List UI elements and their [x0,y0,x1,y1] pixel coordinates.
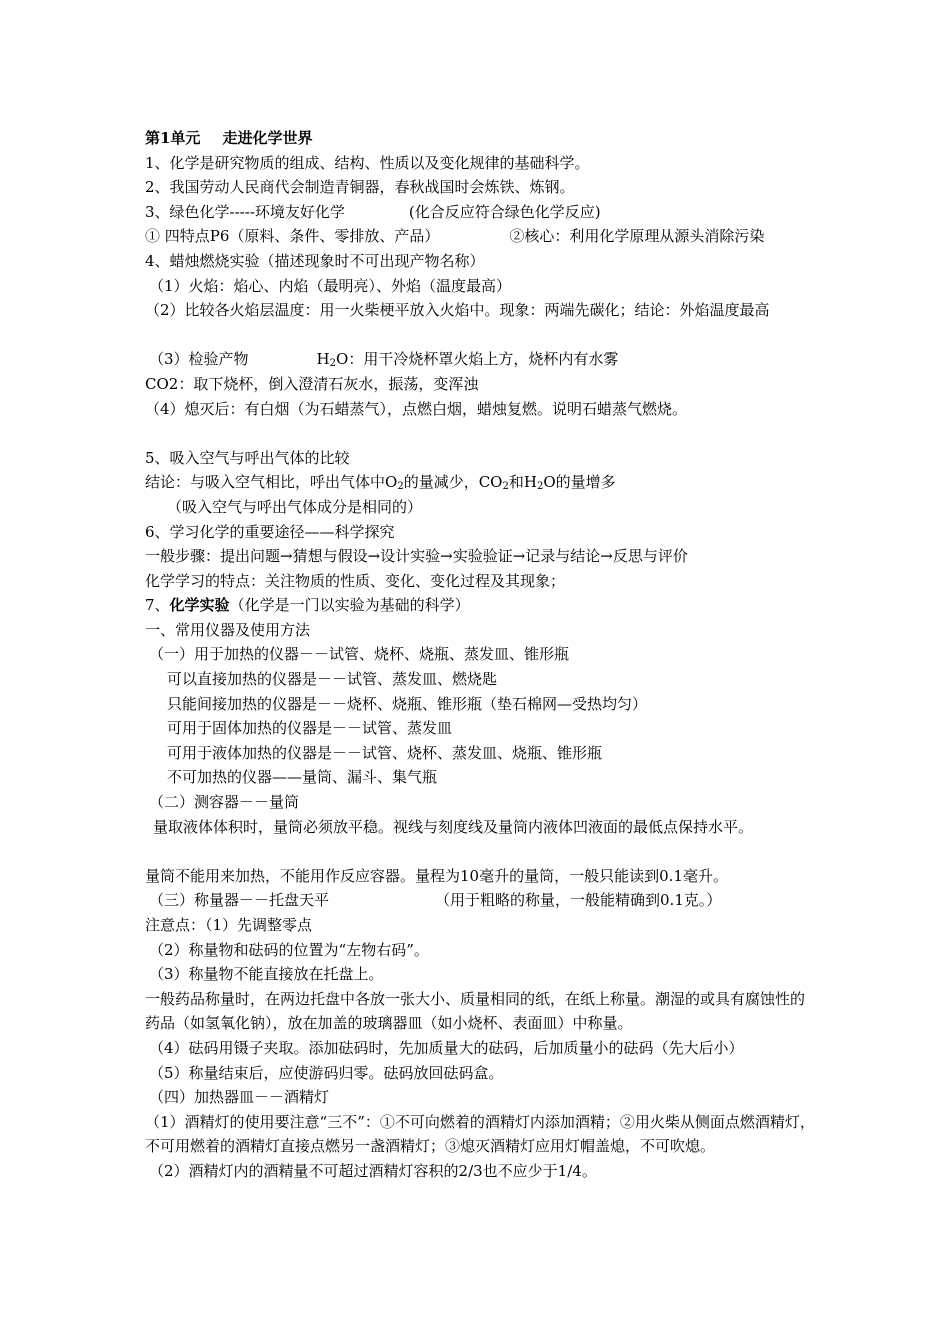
h2o-sub: 2 [536,481,544,493]
balance-note-3: （3）称量物不能直接放在托盘上。 [149,965,384,984]
point-2: 2、我国劳动人民商代会制造青铜器，春秋战国时会炼铁、炼钢。 [145,178,575,197]
point-3-note: (化合反应符合绿色化学反应) [408,202,601,221]
point-7-note: （化学是一门以实验为基础的科学） [229,596,470,615]
alcohol-lamp-volume: （2）酒精灯内的酒精量不可超过酒精灯容积的2/3也不应少于1/4。 [149,1161,597,1180]
unit-name: 走进化学世界 [222,129,313,147]
point-5: 5、吸入空气与呼出气体的比较 [145,448,350,467]
co2-sub: 2 [502,481,509,493]
learning-features: 化学学习的特点：关注物质的性质、变化、变化过程及其现象； [145,571,566,590]
direct-heating: 可以直接加热的仪器是－－试管、蒸发皿、燃烧匙 [167,670,498,689]
blank-line [145,839,817,864]
heating-instruments: （一）用于加热的仪器－－试管、烧杯、烧瓶、蒸发皿、锥形瓶 [149,645,570,664]
measuring-cylinder-heading: （二）测容器－－量筒 [149,793,300,812]
weighing-paragraph: 一般药品称量时，在两边托盘中各放一张大小、质量相同的纸，在纸上称量。潮湿的或具有腐蚀性的药品（如氢氧化钠），放在加盖的玻璃器皿（如小烧杯、表面皿）中称量。 [145,989,806,1033]
blank-line [145,323,817,348]
point-1: 1、化学是研究物质的组成、结构、性质以及变化规律的基础科学。 [145,153,590,172]
point-3-text: 3、绿色化学-----环境友好化学 [145,202,345,221]
liquid-heating: 可用于液体加热的仪器是－－试管、烧杯、蒸发皿、烧瓶、锥形瓶 [167,743,603,762]
solid-heating: 可用于固体加热的仪器是－－试管、蒸发皿 [167,719,453,738]
after-extinguish: （4）熄灭后：有白烟（为石蜡蒸气），点燃白烟，蜡烛复燃。说明石蜡蒸气燃烧。 [145,399,688,418]
conclusion-part-2: 的量减少，CO [403,473,503,492]
breath-conclusion [145,470,817,495]
point-7-heading: 化学实验 [169,596,230,615]
balance-note-2: （2）称量物和砝码的位置为“左物右码”。 [149,940,429,959]
cylinder-limits: 量筒不能用来加热，不能用作反应容器。量程为10毫升的量筒，一般只能读到0.1毫升。 [145,866,728,885]
flame-parts: （1）火焰：焰心、内焰（最明亮）、外焰（温度最高） [149,276,512,295]
unit-title [145,126,817,151]
o2-sub: 2 [397,481,404,493]
point-7 [145,593,817,618]
non-heatable: 不可加热的仪器——量筒、漏斗、集气瓶 [167,768,438,787]
indirect-heating: 只能间接加热的仪器是－－烧杯、烧瓶、锥形瓶（垫石棉网—受热均匀） [167,694,648,713]
balance-note: （用于粗略的称量，一般能精确到0.1克。） [435,891,722,910]
alcohol-lamp-heading: （四）加热器皿－－酒精灯 [149,1088,330,1107]
blank-line [145,421,817,446]
unit-number: 第1单元 [145,129,201,147]
water-test-h: H [316,350,330,369]
point-6: 6、学习化学的重要途径——科学探究 [145,522,395,541]
cylinder-reading: 量取液体体积时，量筒必须放平稳。视线与刻度线及量筒内液体凹液面的最低点保持水平。 [153,817,754,836]
balance-heading [145,888,817,913]
inquiry-steps: 一般步骤：提出问题→猜想与假设→设计实验→实验验证→记录与结论→反思与评价 [145,547,688,566]
test-products-label: （3）检验产物 [149,350,249,369]
water-test-sub: 2 [329,358,337,370]
balance-note-1: 注意点：（1）先调整零点 [145,916,313,934]
conclusion-part-4: O的量增多 [543,473,616,492]
point-3 [145,200,817,225]
test-products [145,347,817,372]
features-text: ① 四特点P6（原料、条件、零排放、产品） [145,227,440,246]
conclusion-part-1: 结论：与吸入空气相比，呼出气体中O [145,473,398,492]
core-text: ②核心：利用化学原理从源头消除污染 [509,227,765,246]
balance-note-5: （5）称量结束后，应使游码归零。砝码放回砝码盒。 [149,1063,504,1082]
section-instruments: 一、常用仪器及使用方法 [145,620,311,639]
point-4: 4、蜡烛燃烧实验（描述现象时不可出现产物名称） [145,251,485,270]
co2-test: CO2：取下烧杯，倒入澄清石灰水，振荡，变浑浊 [145,374,479,393]
breath-note: （吸入空气与呼出气体成分是相同的） [167,497,423,516]
point-7-number: 7、 [145,596,170,615]
balance-title: （三）称量器－－托盘天平 [149,891,330,910]
document-body [145,126,817,1184]
balance-note-4: （4）砝码用镊子夹取。添加砝码时，先加质量大的砝码，后加质量小的砝码（先大后小） [149,1038,744,1057]
water-test-text: O：用干冷烧杯罩火焰上方，烧杯内有水雾 [336,350,619,369]
green-chem-features [145,224,817,249]
conclusion-part-3: 和H [508,473,537,492]
flame-temperature: （2）比较各火焰层温度：用一火柴梗平放入火焰中。现象：两端先碳化；结论：外焰温度最高 [145,301,770,320]
alcohol-lamp-rules: （1）酒精灯的使用要注意“三不”：①不可向燃着的酒精灯内添加酒精；②用火柴从侧面点燃酒精灯，不可用燃着的酒精灯直接点燃另一盏酒精灯；③熄灭酒精灯应用灯帽盖熄，不可吹熄。 [145,1112,815,1156]
